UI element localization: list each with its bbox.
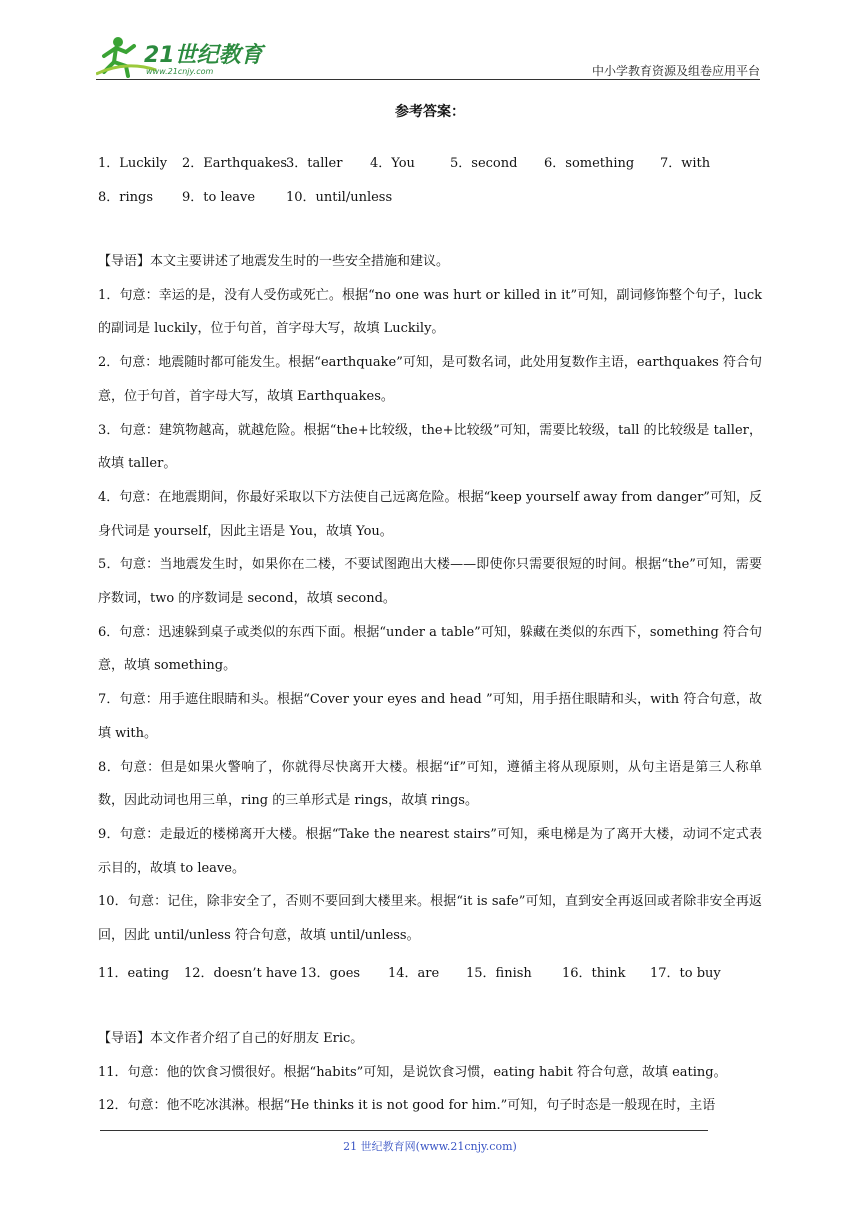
- answer-row-2: [98, 186, 392, 205]
- answer-item: 11．eating: [98, 966, 170, 981]
- answer-item: 9．to leave: [182, 190, 256, 205]
- explanation-item: 2．句意：地震随时都可能发生。根据“earthquake”可知，是可数名词，此处用复数作主语，earthquakes 符合句意，位于句首，首字母大写，故填 Earthquakes。: [98, 355, 762, 404]
- answer-item: 7．with: [660, 156, 711, 171]
- answer-item: 8．rings: [98, 190, 154, 205]
- answer-row-1: [98, 152, 710, 171]
- explanation-item: 8．句意：但是如果火警响了，你就得尽快离开大楼。根据“if”可知，遵循主将从现原则，从句主语是第三人称单数，因此动词也用三单，ring 的三单形式是 rings，故填 rings。: [98, 759, 762, 809]
- answer-item: 6．something: [544, 156, 635, 171]
- answer-item: 15．finish: [466, 966, 532, 981]
- explanation-item: 6．句意：迅速躲到桌子或类似的东西下面。根据“under a table”可知，躲藏在类似的东西下，something 符合句意，故填 something。: [98, 624, 762, 674]
- logo-text: 21世纪教育: [144, 43, 263, 68]
- logo: [96, 34, 266, 78]
- answer-item: 14．are: [388, 966, 440, 981]
- page-title: 参考答案：: [395, 104, 465, 120]
- explanation-section-1: [98, 245, 762, 953]
- section-intro: 【导语】本文作者介绍了自己的好朋友 Eric。: [98, 1031, 364, 1046]
- explanation-item: 1．句意：幸运的是，没有人受伤或死亡。根据“no one was hurt or killed in it”可知，副词修饰整个句子，luck 的副词是 luckily，位于句首，首字母大写，故填 Luckily。: [98, 287, 762, 337]
- explanation-item: 5．句意：当地震发生时，如果你在二楼，不要试图跑出大楼——即使你只需要很短的时间。根据“the”可知，需要序数词，two 的序数词是 second，故填 second。: [98, 557, 762, 607]
- header-divider: [96, 79, 760, 80]
- explanation-item: 10．句意：记住，除非安全了，否则不要回到大楼里来。根据“it is safe”可知，直到安全再返回或者除非安全再返回，因此 until/unless 符合句意，故填 until/unless。: [98, 894, 762, 944]
- answer-item: 5．second: [450, 156, 518, 171]
- answer-item: 10．until/unless: [286, 190, 393, 205]
- answer-item: 2．Earthquakes: [182, 156, 288, 171]
- footer-divider: [100, 1130, 708, 1131]
- answer-item: 12．doesn’t have: [184, 966, 298, 981]
- answer-item: 17．to buy: [650, 966, 721, 981]
- footer-text: 21 世纪教育网(www.21cnjy.com): [343, 1140, 517, 1153]
- page-header: [96, 34, 760, 80]
- explanation-section-2: [98, 1022, 762, 1123]
- explanation-item: 4．句意：在地震期间，你最好采取以下方法使自己远离危险。根据“keep yourself away from danger”可知，反身代词是 yourself，因此主语是 You，故填 You。: [98, 489, 762, 539]
- explanation-item: 12．句意：他不吃冰淇淋。根据“He thinks it is not good for him.”可知，句子时态是一般现在时，主语: [98, 1098, 716, 1114]
- explanation-item: 9．句意：走最近的楼梯离开大楼。根据“Take the nearest stairs”可知，乘电梯是为了离开大楼，动词不定式表示目的，故填 to leave。: [98, 826, 762, 876]
- section-intro: 【导语】本文主要讲述了地震发生时的一些安全措施和建议。: [98, 254, 450, 269]
- explanation-item: 3．句意：建筑物越高，就越危险。根据“the+比较级，the+比较级”可知，需要比较级，tall 的比较级是 taller，故填 taller。: [98, 422, 762, 472]
- answer-item: 1．Luckily: [98, 156, 168, 171]
- explanation-item: 11．句意：他的饮食习惯很好。根据“habits”可知，是说饮食习惯，eating habit 符合句意，故填 eating。: [98, 1064, 727, 1080]
- answer-item: 16．think: [562, 966, 626, 981]
- explanation-item: 7．句意：用手遮住眼睛和头。根据“Cover your eyes and head ”可知，用手捂住眼睛和头，with 符合句意，故填 with。: [98, 692, 762, 741]
- answer-row-3: [98, 962, 721, 981]
- answer-item: 3．taller: [286, 156, 343, 171]
- answer-item: 13．goes: [300, 966, 361, 981]
- header-platform-text: 中小学教育资源及组卷应用平台: [591, 64, 760, 78]
- logo-url: www.21cnjy.com: [146, 67, 214, 76]
- answer-item: 4．You: [370, 156, 415, 171]
